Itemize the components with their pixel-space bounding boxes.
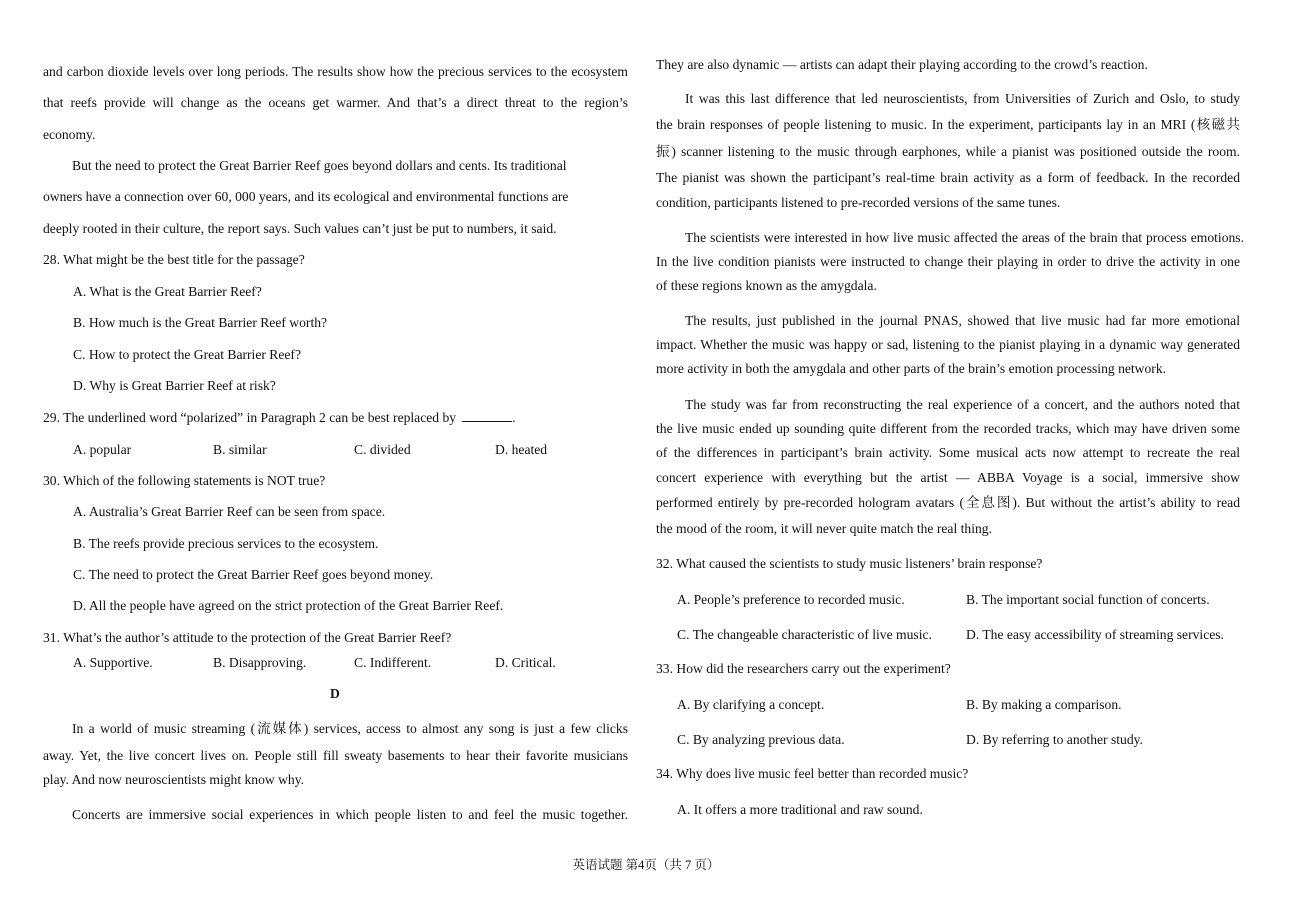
question-32-option[interactable]: A. People’s preference to recorded music.	[677, 592, 905, 607]
question-31-stem: 31. What’s the author’s attitude to the protection of the Great Barrier Reef?	[43, 630, 452, 645]
question-34-option[interactable]: A. It offers a more traditional and raw sound.	[677, 802, 923, 817]
question-28-stem: 28. What might be the best title for the passage?	[43, 252, 305, 267]
passage-d-line: condition, participants listened to pre-recorded versions of the same tunes.	[656, 195, 1061, 210]
passage-d-line: impact. Whether the music was happy or sad, listening to the pianist playing in a dynamic way generated	[656, 337, 1240, 352]
passage-d-line: 振) scanner listening to the music through earphones, while a pianist was positioned outside the room.	[656, 144, 1240, 159]
question-33-option[interactable]: C. By analyzing previous data.	[677, 732, 845, 747]
question-31-option[interactable]: D. Critical.	[495, 655, 556, 670]
question-33-stem: 33. How did the researchers carry out the experiment?	[656, 661, 951, 676]
passage-d-line: the live music ended up sounding quite different from the recorded tracks, which may have driven some	[656, 421, 1240, 436]
page-footer: 英语试题 第4页（共 7 页）	[572, 858, 720, 872]
question-28-option[interactable]: D. Why is Great Barrier Reef at risk?	[73, 378, 276, 393]
passage-c-line: But the need to protect the Great Barrier Reef goes beyond dollars and cents. Its traditional	[72, 158, 567, 173]
passage-d-line: They are also dynamic — artists can adapt their playing according to the crowd’s reaction.	[656, 57, 1148, 72]
question-33-option[interactable]: A. By clarifying a concept.	[677, 697, 825, 712]
passage-d-line: Concerts are immersive social experiences in which people listen to and feel the music together.	[72, 807, 628, 822]
passage-d-line: The study was far from reconstructing the real experience of a concert, and the authors noted that	[685, 397, 1240, 412]
passage-d-line: It was this last difference that led neuroscientists, from Universities of Zurich and Oslo, to study	[685, 91, 1240, 106]
passage-d-line: concert experience with everything but the artist — ABBA Voyage is a social, immersive show	[656, 470, 1240, 485]
question-30-option[interactable]: B. The reefs provide precious services to the ecosystem.	[73, 536, 379, 551]
question-29-stem	[43, 411, 515, 425]
question-30-stem: 30. Which of the following statements is NOT true?	[43, 473, 326, 488]
question-31-option[interactable]: A. Supportive.	[73, 655, 153, 670]
passage-c-line: owners have a connection over 60, 000 years, and its ecological and environmental functions are	[43, 189, 569, 204]
question-28-option[interactable]: C. How to protect the Great Barrier Reef?	[73, 347, 301, 362]
passage-c-line: economy.	[43, 127, 96, 142]
question-32-option[interactable]: B. The important social function of concerts.	[966, 592, 1210, 607]
passage-d-line: away. Yet, the live concert lives on. People still fill sweaty basements to hear their favorite musicians	[43, 748, 628, 763]
passage-c-line: deeply rooted in their culture, the report says. Such values can’t just be put to numbers, it said.	[43, 221, 557, 236]
question-33-option[interactable]: B. By making a comparison.	[966, 697, 1122, 712]
passage-d-line: performed entirely by pre-recorded hologram avatars (全息图). But without the artist’s ability to read	[656, 495, 1240, 510]
passage-c-line: and carbon dioxide levels over long periods. The results show how the precious services to the ecosystem	[43, 64, 628, 79]
question-29-option[interactable]: D. heated	[495, 442, 548, 457]
question-30-option[interactable]: C. The need to protect the Great Barrier Reef goes beyond money.	[73, 567, 434, 582]
question-30-option[interactable]: A. Australia’s Great Barrier Reef can be seen from space.	[73, 504, 386, 519]
passage-d-line: play. And now neuroscientists might know why.	[43, 772, 305, 787]
passage-d-line: the brain responses of people listening to music. In the experiment, participants lay in an MRI (核磁共	[656, 117, 1240, 132]
section-heading-d: D	[330, 686, 340, 701]
question-29-stem-text: 29. The underlined word “polarized” in Paragraph 2 can be best replaced by	[43, 410, 457, 425]
answer-blank	[462, 420, 512, 422]
question-33-option[interactable]: D. By referring to another study.	[966, 732, 1143, 747]
question-34-stem: 34. Why does live music feel better than recorded music?	[656, 766, 969, 781]
question-30-option[interactable]: D. All the people have agreed on the strict protection of the Great Barrier Reef.	[73, 598, 504, 613]
question-29-option[interactable]: B. similar	[213, 442, 267, 457]
question-32-option[interactable]: C. The changeable characteristic of live music.	[677, 627, 932, 642]
passage-d-line: of the differences in participant’s brain activity. Some musical acts now attempt to recreate the real	[656, 445, 1240, 460]
question-28-option[interactable]: A. What is the Great Barrier Reef?	[73, 284, 262, 299]
question-31-option[interactable]: B. Disapproving.	[213, 655, 307, 670]
question-29-option[interactable]: A. popular	[73, 442, 132, 457]
question-32-stem: 32. What caused the scientists to study music listeners’ brain response?	[656, 556, 1043, 571]
passage-d-line: In a world of music streaming (流媒体) services, access to almost any song is just a few clicks	[72, 721, 628, 736]
question-31-option[interactable]: C. Indifferent.	[354, 655, 432, 670]
question-28-option[interactable]: B. How much is the Great Barrier Reef worth?	[73, 315, 328, 330]
passage-c-line: that reefs provide will change as the oceans get warmer. And that’s a direct threat to the region’s	[43, 95, 628, 110]
passage-d-line: The pianist was shown the participant’s real-time brain activity as a form of feedback. In the recorded	[656, 170, 1240, 185]
question-32-option[interactable]: D. The easy accessibility of streaming services.	[966, 627, 1224, 642]
passage-d-line: the mood of the room, it will never quite match the real thing.	[656, 521, 992, 536]
passage-d-line: The results, just published in the journal PNAS, showed that live music had far more emotional	[685, 313, 1240, 328]
passage-d-line: The scientists were interested in how live music affected the areas of the brain that process emotions.	[685, 230, 1244, 245]
passage-d-line: In the live condition pianists were instructed to change their playing in order to drive the activity in one	[656, 254, 1240, 269]
passage-d-line: more activity in both the amygdala and other parts of the brain’s emotion processing network.	[656, 361, 1167, 376]
question-29-option[interactable]: C. divided	[354, 442, 411, 457]
passage-d-line: of these regions known as the amygdala.	[656, 278, 877, 293]
question-29-stem-end: .	[512, 410, 516, 425]
